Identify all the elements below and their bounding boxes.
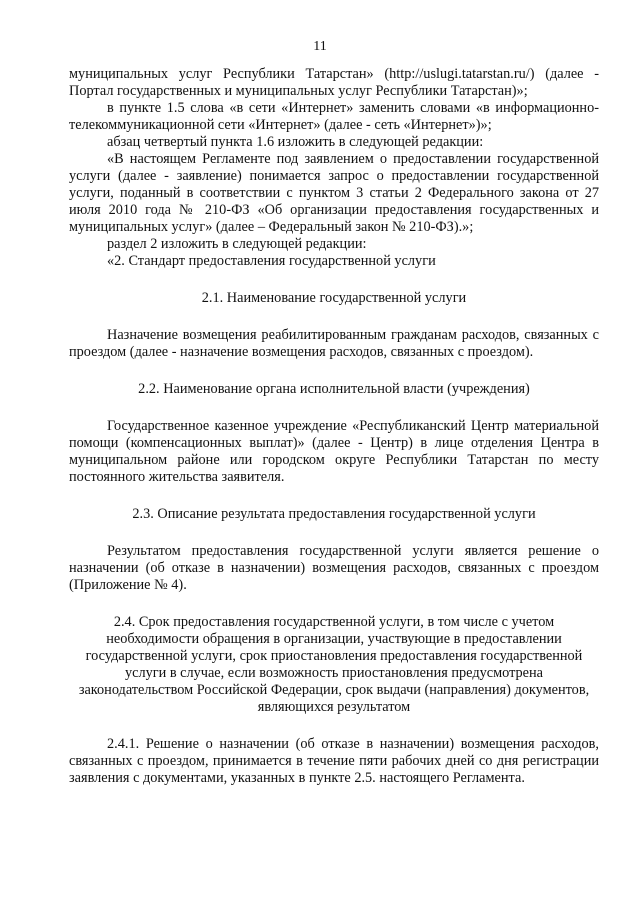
intro-paragraph-continuation: муниципальных услуг Республики Татарстан» (http://uslugi.tatarstan.ru/) (далее - Портал государственных и муниципальных услуг Республики Татарстан)»; (69, 66, 599, 99)
section-text-2-4-1: 2.4.1. Решение о назначении (об отказе в назначении) возмещения расходов, связанных с проездом, принимается в течение пяти рабочих дней со дня регистрации заявления с документами, указанных в пункте 2.5. настоящего Регламента. (69, 736, 599, 786)
section-heading-2-1: 2.1. Наименование государственной услуги (201, 290, 467, 306)
section-text-2-1: Назначение возмещения реабилитированным гражданам расходов, связанных с проездом (далее - назначение возмещения расходов, связанных с проездом). (69, 327, 599, 360)
document-body (69, 66, 599, 787)
section-heading-2-3: 2.3. Описание результата предоставления государственной услуги (132, 506, 536, 522)
section-text-2-3: Результатом предоставления государственной услуги является решение о назначении (об отказе в назначении) возмещения расходов, связанных с проездом (Приложение № 4). (69, 543, 599, 593)
intro-paragraph-definition: «В настоящем Регламенте под заявлением о предоставлении государственной услуги (далее - заявление) понимается запрос о предоставлении государственной услуги, поданный в соответствии с пунктом 3 статьи 2 Федерального закона от 27 июля 2010 года № 210-ФЗ «Об организации предоставления государственных и муниципальных услуг» (далее – Федеральный закон № 210-ФЗ).»; (69, 151, 599, 235)
section-heading-2-4: 2.4. Срок предоставления государственной услуги, в том числе с учетом необходимости обращения в организации, участвующие в предоставлении государственной услуги, срок приостановления предоставления государственной услуги в случае, если возможность приостановления предусмотрена законодательством Российской Федерации, срок выдачи (направления) документов, являющихся результатом (78, 614, 590, 715)
intro-paragraph-section-2: раздел 2 изложить в следующей редакции: (107, 236, 367, 252)
intro-paragraph-standard-title: «2. Стандарт предоставления государственной услуги (107, 253, 436, 269)
intro-paragraph-item-1-5: в пункте 1.5 слова «в сети «Интернет» заменить словами «в информационно-телекоммуникационной сети «Интернет» (далее - сеть «Интернет»)»; (69, 100, 599, 133)
section-heading-2-2: 2.2. Наименование органа исполнительной власти (учреждения) (138, 381, 530, 397)
intro-paragraph-item-1-6: абзац четвертый пункта 1.6 изложить в следующей редакции: (107, 134, 484, 150)
section-text-2-2: Государственное казенное учреждение «Республиканский Центр материальной помощи (компенсационных выплат)» (далее - Центр) в лице отделения Центра в муниципальном районе или городском округе Республики Татарстан по месту постоянного жительства заявителя. (69, 418, 599, 485)
page-number: 11 (313, 39, 327, 54)
